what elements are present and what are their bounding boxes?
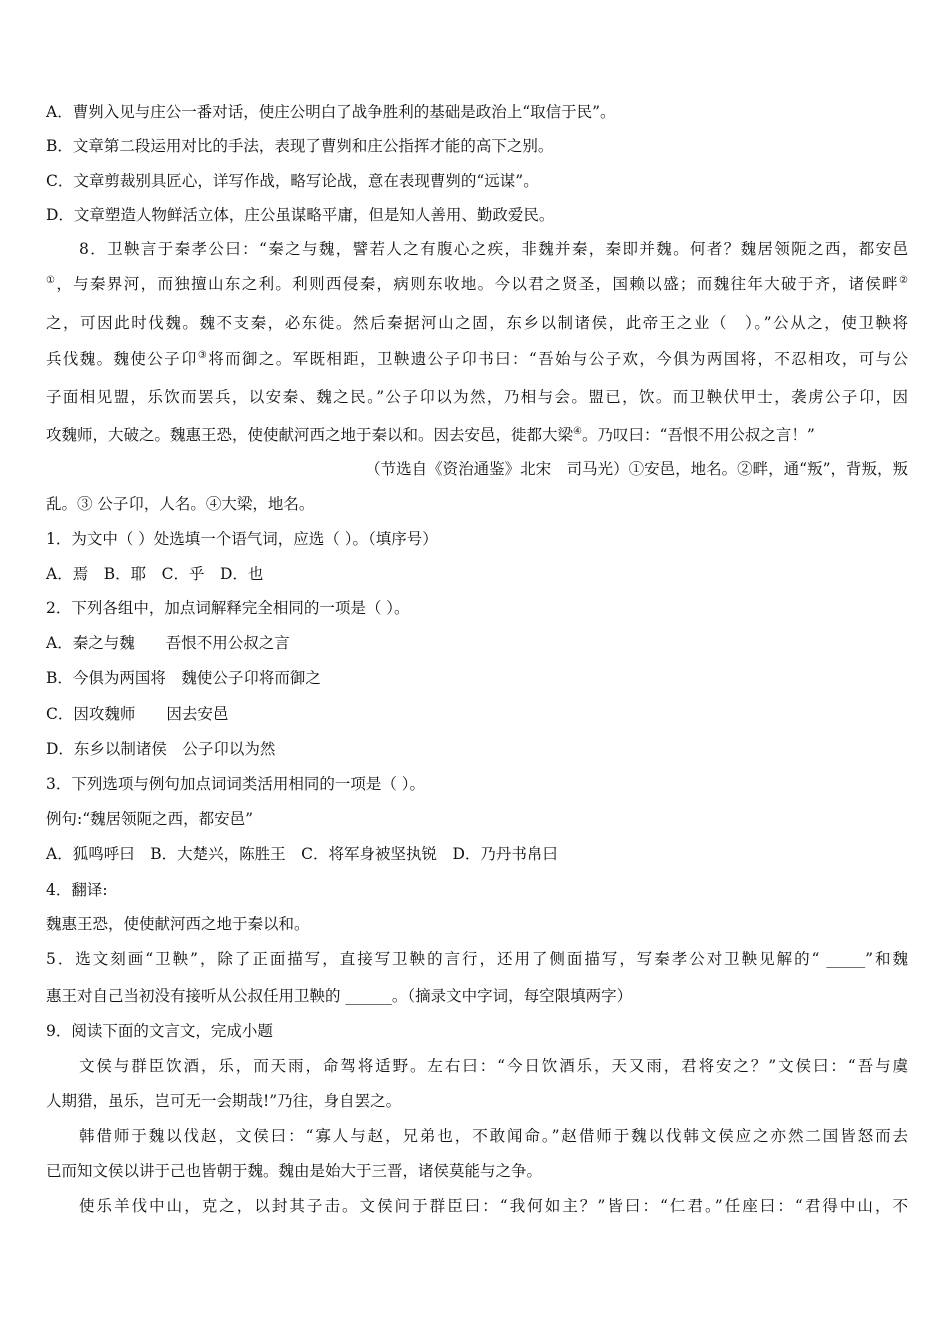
q8-sub-2-option-c: C．因攻魏师 因去安邑	[46, 705, 229, 723]
q9-passage-line-1: 文侯与群臣饮酒，乐，而天雨，命驾将适野。左右曰：“今日饮酒乐，天又雨，君将安之？”文侯曰：“吾与虞	[79, 1057, 908, 1075]
footnote-mark: ②	[899, 274, 908, 286]
q8-source-line: （节选自《资治通鉴》北宋 司马光）①安邑，地名。②畔，通“叛”，背叛，叛	[365, 460, 908, 478]
q8-sub-1-options: A．焉 B．耶 C．乎 D．也	[46, 565, 264, 583]
q9-passage-line-3: 韩借师于魏以伐赵，文侯曰：“寡人与赵，兄弟也，不敢闻命。”赵借师于魏以伐韩文侯应之亦然二国皆怒而去	[79, 1127, 908, 1145]
footnote-mark: ①	[46, 274, 57, 286]
q8-passage-line-3: 之，可因此时伐魏。魏不支秦，必东徙。然后秦据河山之固，东乡以制诸侯，此帝王之业（ ）。”公从之，使卫鞅将	[46, 314, 908, 332]
q8-sub-2-option-b: B．今俱为两国将 魏使公子卬将而御之	[46, 669, 321, 687]
q8-sub-2-option-d: D．东乡以制诸侯 公子卬以为然	[46, 740, 276, 758]
q8-sub-4-sentence: 魏惠王恐，使使献河西之地于秦以和。	[46, 915, 310, 933]
q7-option-c: C．文章剪裁别具匠心，详写作战，略写论战，意在表现曹刿的“远谋”。	[46, 172, 539, 190]
q8-passage-line-6: 攻魏师，大破之。魏惠王恐，使使献河西之地于秦以和。因去安邑，徙都大梁④。乃叹曰：“吾恨不用公叔之言！”	[46, 425, 815, 444]
q8-sub-2-option-a: A．秦之与魏 吾恨不用公叔之言	[46, 634, 290, 652]
q9-passage-line-5: 使乐羊伐中山，克之，以封其子击。文侯问于群臣曰：“我何如主？”皆曰：“仁君。”任座曰：“君得中山，不	[79, 1197, 908, 1215]
footnote-mark: ③	[197, 349, 209, 361]
q8-sub-3-example: 例句:“魏居领阨之西，都安邑”	[46, 810, 254, 828]
q7-option-a: A．曹刿入见与庄公一番对话，使庄公明白了战争胜利的基础是政治上“取信于民”。	[46, 103, 616, 121]
q7-option-b: B．文章第二段运用对比的手法，表现了曹刿和庄公指挥才能的高下之别。	[46, 137, 554, 155]
q8-sub-5-line-1: 5．选文刻画“卫鞅”，除了正面描写，直接写卫鞅的言行，还用了侧面描写，写秦孝公对卫鞅见解的“ _____”和魏	[46, 950, 908, 968]
footnote-mark: ④	[573, 425, 582, 437]
q8-passage-line-1: 8．卫鞅言于秦孝公曰：“秦之与魏，譬若人之有腹心之疾，非魏并秦，秦即并魏。何者？魏居领阨之西，都安邑	[79, 240, 908, 258]
q8-passage-line-5: 子面相见盟，乐饮而罢兵，以安秦、魏之民。”公子卬以为然，乃相与会。盟已，饮。而卫鞅伏甲士，袭虏公子卬，因	[46, 388, 908, 406]
q9-heading: 9．阅读下面的文言文，完成小题	[46, 1022, 273, 1040]
q8-sub-3: 3．下列选项与例句加点词词类活用相同的一项是（ ）。	[46, 775, 426, 793]
q8-passage-line-4: 兵伐魏。魏使公子卬③将而御之。军既相距，卫鞅遗公子卬书曰：“吾始与公子欢，今俱为两国将，不忍相攻，可与公	[46, 349, 908, 368]
q9-passage-line-2: 人期猎，虽乐，岂可无一会期哉!”乃往，身自罢之。	[46, 1092, 402, 1110]
q9-passage-line-4: 已而知文侯以讲于己也皆朝于魏。魏由是始大于三晋，诸侯莫能与之争。	[46, 1162, 543, 1180]
q8-sub-5-line-2: 惠王对自己当初没有接听从公叔任用卫鞅的 ______。（摘录文中字词，每空限填两字）	[46, 987, 633, 1005]
q8-passage-line-2: ①，与秦界河，而独擅山东之利。利则西侵秦，病则东收地。今以君之贤圣，国赖以盛；而魏往年大破于齐，诸侯畔②	[46, 274, 908, 293]
q8-sub-3-options: A．狐鸣呼曰 B．大楚兴，陈胜王 C．将军身被坚执锐 D．乃丹书帛曰	[46, 845, 558, 863]
q8-sub-4: 4．翻译:	[46, 881, 108, 899]
q7-option-d: D．文章塑造人物鲜活立体，庄公虽谋略平庸，但是知人善用、勤政爱民。	[46, 206, 555, 224]
q8-sub-2: 2．下列各组中，加点词解释完全相同的一项是（ ）。	[46, 599, 410, 617]
q8-notes-cont: 乱。③ 公子卬，人名。④大梁，地名。	[46, 495, 315, 513]
q8-sub-1: 1．为文中（ ）处选填一个语气词，应选（ ）。（填序号）	[46, 530, 438, 548]
